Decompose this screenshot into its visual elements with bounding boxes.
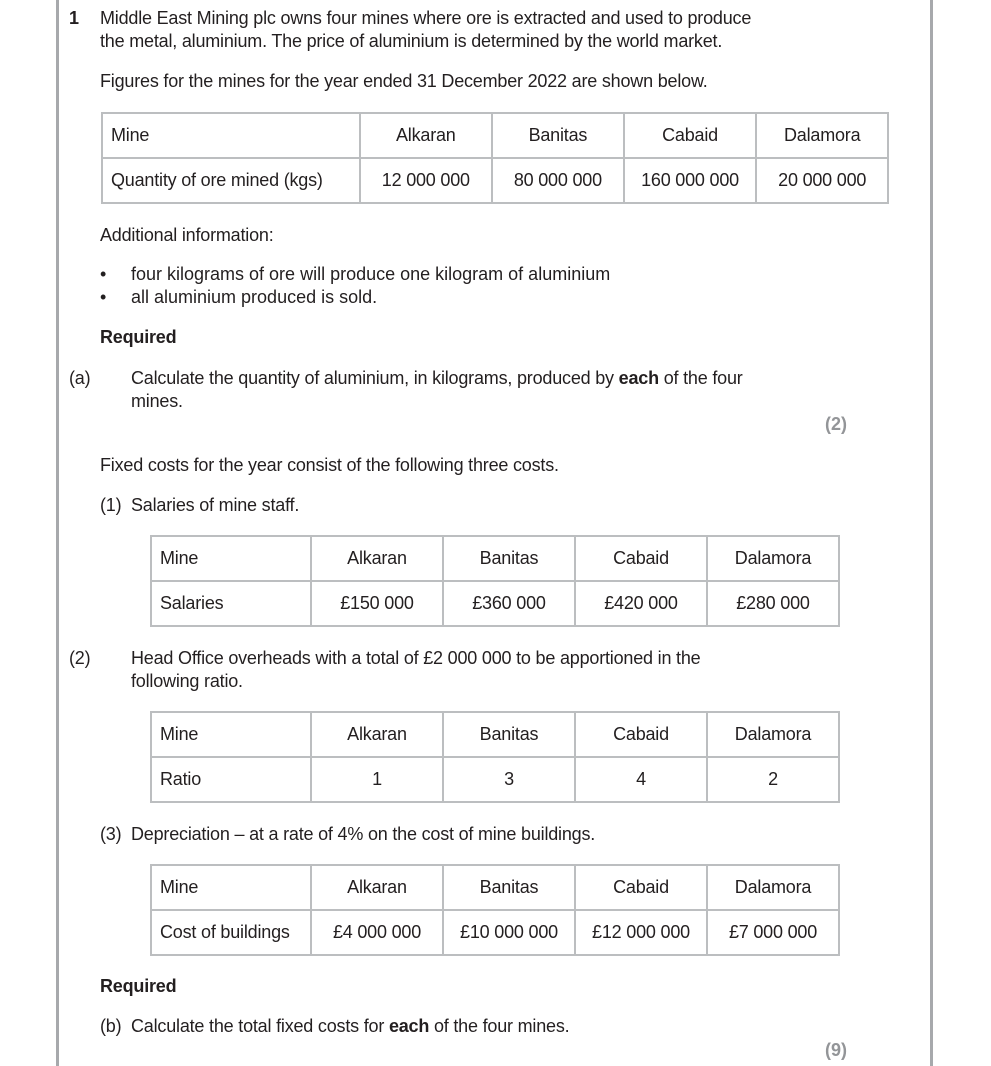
intro-line-1: Middle East Mining plc owns four mines where ore is extracted and used to produce: [100, 8, 752, 28]
table-cell: Cost of buildings: [151, 910, 311, 955]
fixed-costs-intro: Fixed costs for the year consist of the following three costs.: [100, 455, 559, 475]
table-cell: Mine: [151, 865, 311, 910]
item-2-line-2: following ratio.: [131, 671, 243, 691]
marks-b: (9): [825, 1040, 847, 1060]
table-cell: Banitas: [443, 865, 575, 910]
table-cell: 12 000 000: [360, 158, 493, 203]
table-cell: 3: [443, 757, 575, 802]
part-a-bold: each: [618, 368, 659, 388]
item-label-2: (2): [69, 648, 91, 668]
bullet-text: all aluminium produced is sold.: [131, 287, 378, 307]
table-header-row: [102, 113, 888, 158]
salaries-table: [150, 535, 840, 627]
table-row: [102, 158, 888, 203]
table-cell: 2: [707, 757, 839, 802]
marks-a: (2): [825, 414, 847, 434]
table-cell: Alkaran: [311, 865, 443, 910]
table-cell: £360 000: [443, 581, 575, 626]
table-cell: £420 000: [575, 581, 707, 626]
table-cell: 1: [311, 757, 443, 802]
table-cell: Cabaid: [575, 865, 707, 910]
table-cell: £280 000: [707, 581, 839, 626]
table-cell: £4 000 000: [311, 910, 443, 955]
table-cell: Alkaran: [311, 712, 443, 757]
table-cell: Ratio: [151, 757, 311, 802]
required-heading-b: Required: [100, 976, 177, 996]
part-b-bold: each: [388, 1016, 430, 1036]
ore-table: [101, 112, 889, 204]
required-heading-a: Required: [100, 327, 177, 347]
table-cell: Banitas: [492, 113, 624, 158]
part-b-text-after: of the four mines.: [429, 1016, 570, 1036]
item-label-3: (3): [100, 824, 122, 844]
item-text-1: Salaries of mine staff.: [131, 495, 300, 515]
ratio-table: [150, 711, 840, 803]
table-cell: Alkaran: [311, 536, 443, 581]
page-border-left: [56, 0, 59, 1066]
part-a-text-before: Calculate the quantity of aluminium, in kilograms, produced by: [131, 368, 619, 388]
table-cell: 160 000 000: [624, 158, 757, 203]
part-a-line2: mines.: [131, 391, 183, 411]
item-label-1: (1): [100, 495, 122, 515]
table-cell: Alkaran: [360, 113, 493, 158]
table-cell: £150 000: [311, 581, 443, 626]
part-label-a: (a): [69, 368, 91, 388]
question-intro: [100, 7, 751, 53]
table-cell: 4: [575, 757, 707, 802]
table-cell: Banitas: [443, 536, 575, 581]
list-item: [100, 263, 610, 286]
table-cell: Dalamora: [756, 113, 888, 158]
table-cell: £7 000 000: [707, 910, 839, 955]
table-cell: Banitas: [443, 712, 575, 757]
table-cell: Salaries: [151, 581, 311, 626]
additional-bullets: [100, 263, 610, 309]
required-b-text: [100, 1015, 569, 1038]
part-label-b: (b): [100, 1016, 122, 1036]
part-b-text-before: Calculate the total fixed costs for: [131, 1016, 389, 1036]
bullet-icon: •: [100, 287, 107, 307]
table-cell: Cabaid: [624, 113, 757, 158]
table-cell: Mine: [102, 113, 360, 158]
table-cell: 20 000 000: [756, 158, 888, 203]
table-cell: Dalamora: [707, 712, 839, 757]
table-header-row: [151, 865, 839, 910]
table-row: [151, 757, 839, 802]
additional-heading: Additional information:: [100, 225, 274, 245]
question-number: 1: [69, 8, 80, 28]
table-cell: £10 000 000: [443, 910, 575, 955]
page-border-right: [930, 0, 933, 1066]
table-cell: 80 000 000: [492, 158, 624, 203]
bullet-icon: •: [100, 264, 107, 284]
fixed-cost-item-2: [69, 647, 851, 693]
fixed-cost-item-3: [100, 823, 595, 846]
intro-line-2: the metal, aluminium. The price of aluminium is determined by the world market.: [100, 31, 723, 51]
table-cell: Dalamora: [707, 536, 839, 581]
fixed-cost-item-1: [100, 494, 299, 517]
table-cell: Quantity of ore mined (kgs): [102, 158, 360, 203]
item-2-line-1: Head Office overheads with a total of £2 000 000 to be apportioned in the: [131, 648, 701, 668]
table-row: [151, 581, 839, 626]
table-cell: Mine: [151, 536, 311, 581]
table-cell: Mine: [151, 712, 311, 757]
buildings-table: [150, 864, 840, 956]
item-text-3: Depreciation – at a rate of 4% on the cost of mine buildings.: [131, 824, 596, 844]
required-a-text: [69, 367, 851, 413]
table-header-row: [151, 712, 839, 757]
table-header-row: [151, 536, 839, 581]
table-cell: Cabaid: [575, 712, 707, 757]
table-cell: £12 000 000: [575, 910, 707, 955]
table-cell: Cabaid: [575, 536, 707, 581]
list-item: [100, 286, 610, 309]
bullet-text: four kilograms of ore will produce one kilogram of aluminium: [131, 264, 611, 284]
figures-intro: Figures for the mines for the year ended 31 December 2022 are shown below.: [100, 71, 708, 91]
table-row: [151, 910, 839, 955]
part-a-text-after: of the four: [658, 368, 743, 388]
table-cell: Dalamora: [707, 865, 839, 910]
